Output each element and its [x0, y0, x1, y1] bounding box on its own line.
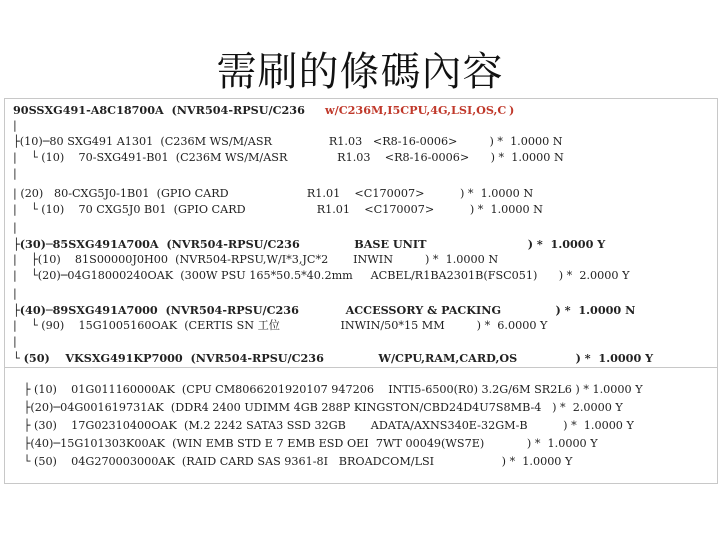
bom-line: | └ (90) 15G1005160OAK (CERTIS SN 工位 INWIN/50*15 MM ) * 6.0000 Y [13, 319, 548, 332]
bom-line: ├ (30) 17G02310400OAK (M.2 2242 SATA3 SSD 32GB ADATA/AXNS340E-32GM-B ) * 1.0000 Y [13, 419, 634, 432]
bom-line: | └ (10) 70-SXG491-B01 (C236M WS/M/ASR R1.03 <R8-16-0006> ) * 1.0000 N [13, 151, 564, 164]
bom-line: | [13, 221, 17, 234]
page-title: 需刷的條碼內容 [216, 49, 504, 95]
bom-line-kit: └ (50) VKSXG491KP7000 (NVR504-RPSU/C236 W/CPU,RAM,CARD,OS ) * 1.0000 Y [13, 351, 654, 365]
bom-line-base-unit: ├(30)─85SXG491A700A (NVR504-RPSU/C236 BASE UNIT ) * 1.0000 Y [13, 237, 606, 251]
bom-line: ├ (10) 01G011160000AK (CPU CM8066201920107 947206 INTI5-6500(R0) 3.2G/6M SR2L6 ) * 1.0000 Y [13, 383, 643, 396]
bom-line: | [13, 335, 17, 348]
bom-line: ├(40)─15G101303K00AK (WIN EMB STD E 7 EMB ESD OEI 7WT 00049(WS7E) ) * 1.0000 Y [13, 437, 598, 450]
bom-line: | [13, 167, 17, 180]
bom-line: ├(20)─04G001619731AK (DDR4 2400 UDIMM 4GB 288P KINGSTON/CBD24D4U7S8MB-4 ) * 2.0000 Y [13, 401, 623, 414]
barcode-content-panel [4, 98, 718, 484]
bom-line: | ├(10) 81S00000J0H00 (NVR504-RPSU,W/I*3,JC*2 INWIN ) * 1.0000 N [13, 253, 499, 266]
bom-line: | [13, 119, 17, 132]
bom-line: └ (50) 04G270003000AK (RAID CARD SAS 9361-8I BROADCOM/LSI ) * 1.0000 Y [13, 455, 573, 468]
bom-header-line [13, 103, 515, 117]
bom-line: | └ (10) 70 CXG5J0 B01 (GPIO CARD R1.01 <C170007> ) * 1.0000 N [13, 203, 543, 216]
bom-line: | └(20)─04G18000240OAK (300W PSU 165*50.5*40.2mm ACBEL/R1BA2301B(FSC051) ) * 2.0000 Y [13, 269, 630, 282]
bom-line: | (20) 80-CXG5J0-1B01 (GPIO CARD R1.01 <C170007> ) * 1.0000 N [13, 187, 534, 200]
bom-line: | [13, 287, 17, 300]
bom-header-spec: w/C236M,I5CPU,4G,LSI,OS,C [325, 103, 507, 117]
bom-header-end: ) [509, 103, 515, 117]
bom-line: ├(10)─80 SXG491 A1301 (C236M WS/M/ASR R1.03 <R8-16-0006> ) * 1.0000 N [13, 135, 563, 148]
bom-line-accessory: ├(40)─89SXG491A7000 (NVR504-RPSU/C236 ACCESSORY & PACKING ) * 1.0000 N [13, 303, 636, 317]
section-divider [5, 367, 717, 368]
bom-header-text: 90SSXG491-A8C18700A (NVR504-RPSU/C236 [13, 103, 305, 117]
